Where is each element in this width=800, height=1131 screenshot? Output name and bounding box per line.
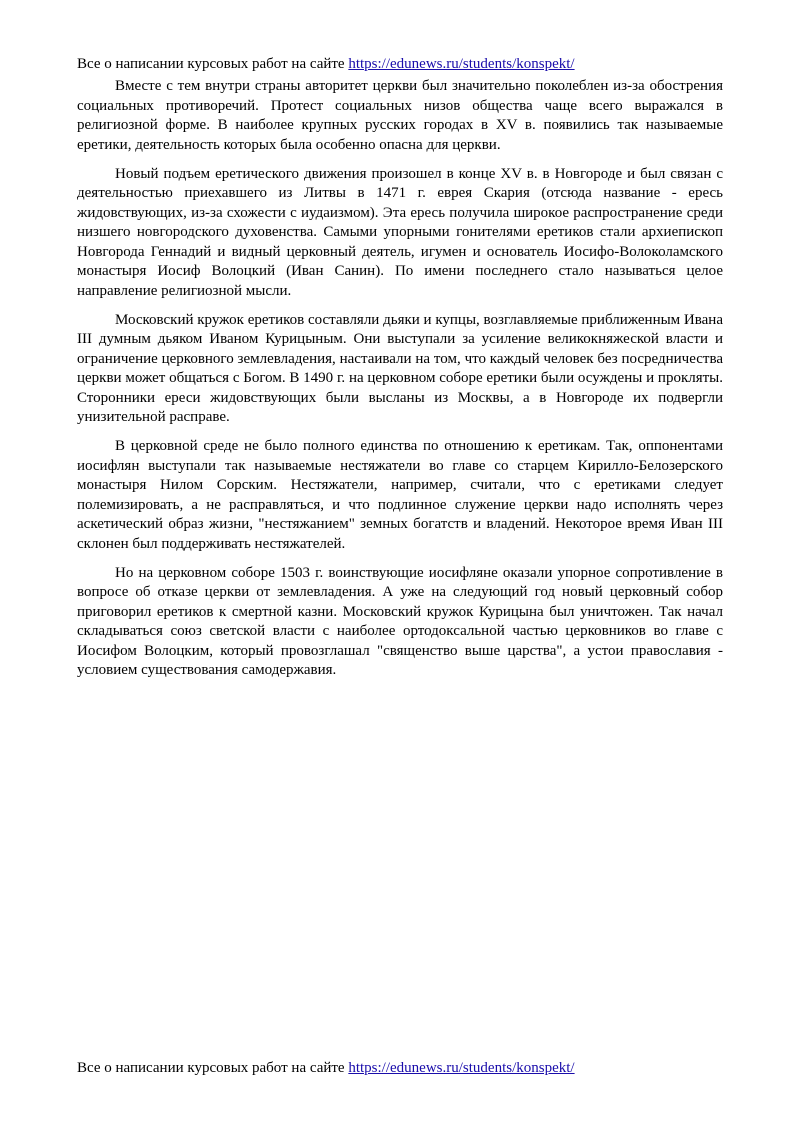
paragraph-4: В церковной среде не было полного единства по отношению к еретикам. Так, оппонентами иосифлян выступали так называемые нестяжатели во главе со старцем Кирилло-Белозерского монастыря Нилом Сорским. Нестяжатели, например, считали, что с еретиками следует полемизировать, а не расправляться, и что подлинное служение церкви надо исполнять через аскетический образ жизни, "нестяжанием" земных богатств и владений. Некоторое время Иван III склонен был поддерживать нестяжателей. xyxy=(77,438,723,552)
footer-link[interactable]: https://edunews.ru/students/konspekt/ xyxy=(348,1060,575,1076)
header-link[interactable]: https://edunews.ru/students/konspekt/ xyxy=(348,56,575,72)
page-footer xyxy=(77,1059,723,1078)
document-body xyxy=(77,77,723,690)
paragraph-3: Московский кружок еретиков составляли дьяки и купцы, возглавляемые приближенным Ивана III думным дьяком Иваном Курицыным. Они выступали за усиление великокняжеской власти и ограничение церковного землевладения, настаивали на том, что каждый человек без посредничества церкви может общаться с Богом. В 1490 г. на церковном соборе еретики были осуждены и прокляты. Сторонники ереси жидовствующих были высланы из Москвы, а в Новгороде их подвергли унизительной расправе. xyxy=(77,311,723,425)
paragraph-5: Но на церковном соборе 1503 г. воинствующие иосифляне оказали упорное сопротивление в вопросе об отказе церкви от землевладения. А уже на следующий год новый церковный собор приговорил еретиков к смертной казни. Московский кружок Курицына был уничтожен. Так начал складываться союз светской власти с наиболее ортодоксальной частью церковников во главе с Иосифом Волоцким, который провозглашал "священство выше царства", а устои православия - условием существования самодержавия. xyxy=(77,564,723,678)
page-header xyxy=(77,55,723,74)
header-text: Все о написании курсовых работ на сайте xyxy=(77,56,349,72)
paragraph-2: Новый подъем еретического движения произошел в конце XV в. в Новгороде и был связан с деятельностью приехавшего из Литвы в 1471 г. еврея Скария (отсюда название - ересь жидовствующих, из-за схожести с иудаизмом). Эта ересь получила широкое распространение среди низшего новгородского духовенства. Самыми упорными гонителями еретиков стали архиепископ Новгорода Геннадий и видный церковный деятель, игумен и основатель Иосифо-Волоколамского монастыря Иосиф Волоцкий (Иван Санин). По имени последнего стало называться целое направление религиозной мысли. xyxy=(77,165,723,299)
paragraph-1: Вместе с тем внутри страны авторитет церкви был значительно поколеблен из-за обострения социальных противоречий. Протест социальных низов общества чаще всего выражался в религиозной форме. В наиболее крупных русских городах в XV в. появились так называемые еретики, деятельность которых была особенно опасна для церкви. xyxy=(77,78,723,153)
footer-text: Все о написании курсовых работ на сайте xyxy=(77,1060,349,1076)
